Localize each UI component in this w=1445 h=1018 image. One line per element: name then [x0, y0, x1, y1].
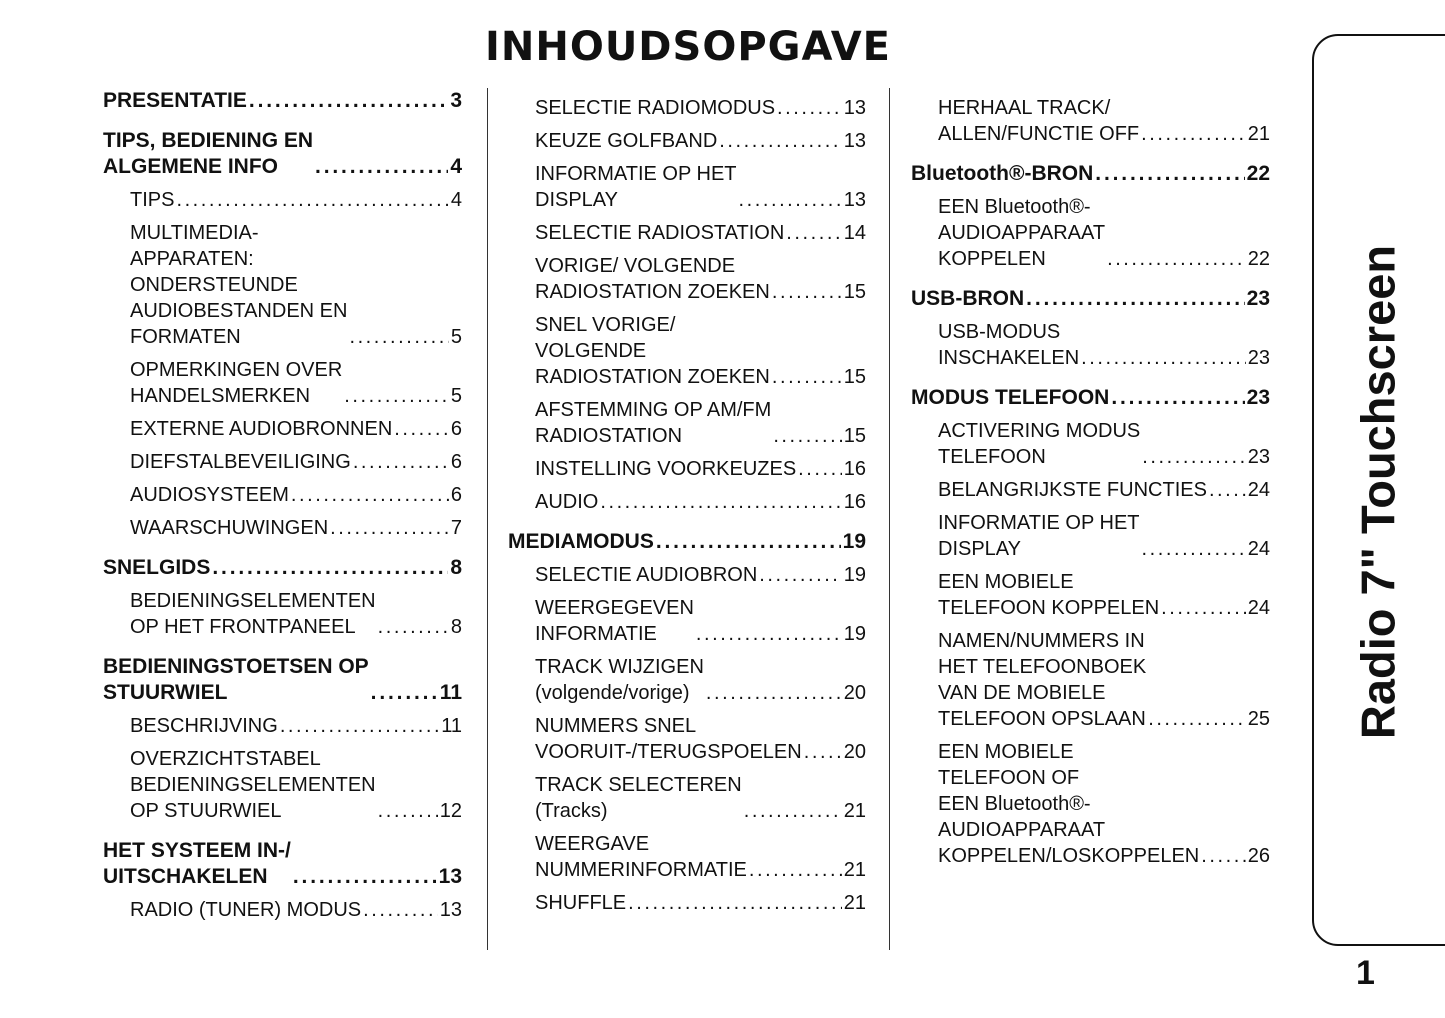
column-divider: [889, 88, 890, 950]
toc-entry-title: TIPS: [130, 189, 175, 211]
toc-entry[interactable]: [508, 831, 866, 883]
toc-entry-page: 21: [843, 859, 866, 881]
toc-entry[interactable]: [508, 713, 866, 765]
dot-leader: [773, 423, 841, 449]
dot-leader: [378, 798, 438, 824]
dot-leader: [378, 614, 449, 640]
toc-entry-title: USB-BRON: [911, 287, 1025, 310]
toc-entry-title: INFORMATIE OP HET DISPLAY: [535, 163, 737, 211]
toc-entry-title: EXTERNE AUDIOBRONNEN: [130, 418, 393, 440]
column-divider: [487, 88, 488, 950]
toc-entry-title: AFSTEMMING OP AM/FM RADIOSTATION: [535, 399, 772, 447]
dot-leader: [315, 154, 448, 180]
toc-entry[interactable]: [103, 357, 462, 409]
dot-leader: [176, 187, 448, 213]
toc-entry-title: SELECTIE AUDIOBRON: [535, 564, 758, 586]
toc-column-2: [508, 88, 866, 916]
toc-entry-page: 11: [441, 715, 462, 737]
toc-entry-title: ACTIVERING MODUS TELEFOON: [938, 420, 1141, 468]
toc-entry-title: EEN MOBIELE TELEFOON OF EEN Bluetooth®- AUDIOAPPARAAT KOPPELEN/LOSKOPPELEN: [938, 741, 1200, 867]
toc-entry[interactable]: [508, 128, 866, 154]
toc-entry[interactable]: [508, 654, 866, 706]
toc-entry-page: 13: [439, 899, 462, 921]
toc-entry-title: KEUZE GOLFBAND: [535, 130, 718, 152]
toc-entry-title: VORIGE/ VOLGENDE RADIOSTATION ZOEKEN: [535, 255, 770, 303]
toc-entry-page: 19: [842, 530, 866, 553]
toc-entry-title: NUMMERS SNEL VOORUIT-/TERUGSPOELEN: [535, 715, 802, 763]
dot-leader: [344, 383, 449, 409]
toc-entry-title: AUDIO: [535, 491, 599, 513]
dot-leader: [293, 864, 437, 890]
dot-leader: [1209, 477, 1246, 503]
toc-entry-title: EEN MOBIELE TELEFOON KOPPELEN: [938, 571, 1160, 619]
dot-leader: [212, 555, 448, 581]
toc-entry-page: 4: [450, 155, 462, 178]
toc-entry-page: 8: [450, 556, 462, 579]
toc-entry-page: 13: [843, 130, 866, 152]
toc-entry[interactable]: [103, 187, 462, 213]
toc-entry[interactable]: [508, 397, 866, 449]
dot-leader: [371, 680, 438, 706]
toc-entry[interactable]: [508, 595, 866, 647]
dot-leader: [696, 621, 842, 647]
toc-entry-page: 3: [450, 89, 462, 112]
toc-entry[interactable]: [911, 628, 1270, 732]
toc-entry-title: INFORMATIE OP HET DISPLAY: [938, 512, 1140, 560]
toc-entry[interactable]: [103, 588, 462, 640]
dot-leader: [1081, 345, 1246, 371]
dot-leader: [349, 324, 448, 350]
toc-entry-title: OVERZICHTSTABEL BEDIENINGSELEMENTEN OP STUURWIEL: [130, 748, 376, 822]
dot-leader: [1141, 121, 1246, 147]
toc-entry[interactable]: [508, 489, 866, 515]
toc-entry-page: 21: [843, 800, 866, 822]
toc-entry[interactable]: [911, 194, 1270, 272]
toc-entry[interactable]: [911, 319, 1270, 371]
toc-entry-title: SNELGIDS: [103, 556, 211, 579]
toc-entry[interactable]: [103, 746, 462, 824]
toc-entry-page: 23: [1246, 287, 1270, 310]
toc-entry[interactable]: [508, 95, 866, 121]
dot-leader: [1095, 161, 1244, 187]
toc-entry[interactable]: [508, 772, 866, 824]
toc-entry-title: TRACK SELECTEREN (Tracks): [535, 774, 742, 822]
toc-section-entry[interactable]: [103, 555, 462, 581]
toc-entry-page: 23: [1247, 347, 1270, 369]
dot-leader: [1111, 385, 1244, 411]
toc-entry-page: 22: [1247, 248, 1270, 270]
toc-entry-title: PRESENTATIE: [103, 89, 247, 112]
dot-leader: [772, 279, 842, 305]
toc-entry-title: RADIO (TUNER) MODUS: [130, 899, 362, 921]
dot-leader: [772, 364, 842, 390]
toc-section-entry[interactable]: [103, 654, 462, 706]
dot-leader: [330, 515, 449, 541]
toc-entry-title: WAARSCHUWINGEN: [130, 517, 329, 539]
toc-entry-page: 16: [843, 458, 866, 480]
toc-entry-title: DIEFSTALBEVEILIGING: [130, 451, 351, 473]
dot-leader: [628, 890, 842, 916]
dot-leader: [706, 680, 842, 706]
toc-entry-title: BEDIENINGSTOETSEN OP STUURWIEL: [103, 655, 369, 704]
toc-entry-page: 8: [450, 616, 462, 638]
toc-entry-title: SHUFFLE: [535, 892, 627, 914]
toc-entry-page: 21: [843, 892, 866, 914]
toc-entry-page: 24: [1247, 479, 1270, 501]
toc-entry-title: HET SYSTEEM IN-/ UITSCHAKELEN: [103, 839, 291, 888]
toc-entry-page: 5: [450, 385, 462, 407]
toc-section-entry[interactable]: [911, 161, 1270, 187]
toc-entry[interactable]: [103, 713, 462, 739]
toc-entry-page: 22: [1246, 162, 1270, 185]
page-number: 1: [1356, 954, 1375, 992]
dot-leader: [744, 798, 842, 824]
toc-entry[interactable]: [911, 739, 1270, 869]
toc-entry-title: OPMERKINGEN OVER HANDELSMERKEN: [130, 359, 343, 407]
toc-column-1: [103, 88, 462, 923]
dot-leader: [777, 95, 842, 121]
toc-entry[interactable]: [103, 220, 462, 350]
dot-leader: [719, 128, 841, 154]
toc-entry-page: 13: [438, 865, 462, 888]
toc-entry[interactable]: [911, 569, 1270, 621]
toc-entry-title: TIPS, BEDIENING EN ALGEMENE INFO: [103, 129, 314, 178]
dot-leader: [656, 529, 841, 555]
toc-entry-title: USB-MODUS INSCHAKELEN: [938, 321, 1080, 369]
toc-entry[interactable]: [103, 897, 462, 923]
dot-leader: [1107, 246, 1246, 272]
dot-leader: [1142, 536, 1246, 562]
toc-section-entry[interactable]: [911, 385, 1270, 411]
dot-leader: [804, 739, 842, 765]
dot-leader: [1161, 595, 1246, 621]
toc-entry[interactable]: [508, 890, 866, 916]
dot-leader: [786, 220, 841, 246]
toc-entry[interactable]: [508, 220, 866, 246]
dot-leader: [394, 416, 449, 442]
dot-leader: [1142, 444, 1246, 470]
page-title: INHOUDSOPGAVE: [484, 24, 891, 70]
toc-entry-title: NAMEN/NUMMERS IN HET TELEFOONBOEK VAN DE MOBIELE TELEFOON OPSLAAN: [938, 630, 1147, 730]
toc-entry-title: WEERGEGEVEN INFORMATIE: [535, 597, 694, 645]
toc-entry[interactable]: [911, 477, 1270, 503]
toc-entry-title: TRACK WIJZIGEN (volgende/vorige): [535, 656, 704, 704]
dot-leader: [291, 482, 449, 508]
toc-entry-page: 25: [1247, 708, 1270, 730]
dot-leader: [798, 456, 842, 482]
dot-leader: [600, 489, 841, 515]
dot-leader: [1026, 286, 1244, 312]
toc-entry-title: WEERGAVE NUMMERINFORMATIE: [535, 833, 747, 881]
toc-entry[interactable]: [508, 253, 866, 305]
dot-leader: [739, 187, 842, 213]
toc-section-entry[interactable]: [508, 529, 866, 555]
toc-entry[interactable]: [911, 418, 1270, 470]
dot-leader: [363, 897, 438, 923]
toc-entry-page: 13: [843, 189, 866, 211]
toc-entry[interactable]: [911, 95, 1270, 147]
toc-section-entry[interactable]: [103, 838, 462, 890]
toc-entry[interactable]: [508, 562, 866, 588]
toc-entry-page: 24: [1247, 597, 1270, 619]
toc-entry-title: INSTELLING VOORKEUZES: [535, 458, 797, 480]
toc-entry-page: 14: [843, 222, 866, 244]
toc-entry-page: 16: [843, 491, 866, 513]
toc-entry-page: 12: [439, 800, 462, 822]
dot-leader: [249, 88, 448, 114]
toc-entry-page: 21: [1247, 123, 1270, 145]
toc-entry[interactable]: [103, 515, 462, 541]
toc-entry[interactable]: [103, 416, 462, 442]
toc-entry[interactable]: [911, 510, 1270, 562]
dot-leader: [1148, 706, 1246, 732]
toc-entry-title: AUDIOSYSTEEM: [130, 484, 289, 506]
toc-entry-title: BEDIENINGSELEMENTEN OP HET FRONTPANEEL: [130, 590, 376, 638]
toc-entry[interactable]: [508, 312, 866, 390]
toc-entry-title: Bluetooth®-BRON: [911, 162, 1094, 185]
dot-leader: [280, 713, 439, 739]
toc-section-entry[interactable]: [911, 286, 1270, 312]
toc-entry-title: MODUS TELEFOON: [911, 386, 1110, 409]
toc-entry-title: MULTIMEDIA- APPARATEN: ONDERSTEUNDE AUDIOBESTANDEN EN FORMATEN: [130, 222, 348, 348]
toc-entry-page: 23: [1247, 446, 1270, 468]
toc-entry[interactable]: [508, 161, 866, 213]
toc-entry-title: BESCHRIJVING: [130, 715, 278, 737]
toc-entry-page: 4: [450, 189, 462, 211]
toc-entry-page: 20: [843, 682, 866, 704]
toc-entry-title: HERHAAL TRACK/ ALLEN/FUNCTIE OFF: [938, 97, 1140, 145]
toc-entry-page: 20: [843, 741, 866, 763]
toc-entry-page: 15: [843, 366, 866, 388]
toc-entry-page: 11: [439, 681, 462, 704]
toc-entry-page: 7: [450, 517, 462, 539]
toc-entry-page: 15: [843, 281, 866, 303]
toc-entry-page: 23: [1246, 386, 1270, 409]
dot-leader: [1201, 843, 1246, 869]
toc-entry-page: 15: [843, 425, 866, 447]
toc-entry-title: SNEL VORIGE/ VOLGENDE RADIOSTATION ZOEKEN: [535, 314, 770, 388]
toc-entry-title: MEDIAMODUS: [508, 530, 654, 553]
toc-entry-page: 5: [450, 326, 462, 348]
dot-leader: [749, 857, 842, 883]
toc-entry-title: SELECTIE RADIOSTATION: [535, 222, 785, 244]
toc-entry-page: 6: [450, 451, 462, 473]
toc-entry-title: SELECTIE RADIOMODUS: [535, 97, 776, 119]
dot-leader: [353, 449, 449, 475]
toc-entry-title: EEN Bluetooth®- AUDIOAPPARAAT KOPPELEN: [938, 196, 1106, 270]
toc-entry-page: 6: [450, 418, 462, 440]
toc-entry-page: 13: [843, 97, 866, 119]
toc-entry-page: 24: [1247, 538, 1270, 560]
toc-entry-page: 19: [843, 564, 866, 586]
toc-section-entry[interactable]: [103, 88, 462, 114]
toc-entry[interactable]: [508, 456, 866, 482]
toc-column-3: [911, 88, 1270, 869]
toc-entry-page: 19: [843, 623, 866, 645]
toc-entry[interactable]: [103, 482, 462, 508]
toc-entry-page: 6: [450, 484, 462, 506]
dot-leader: [759, 562, 841, 588]
chapter-tab-label: Radio 7" Touchscreen: [1351, 244, 1405, 740]
toc-entry[interactable]: [103, 449, 462, 475]
toc-section-entry[interactable]: [103, 128, 462, 180]
toc-entry-title: BELANGRIJKSTE FUNCTIES: [938, 479, 1207, 501]
toc-entry-page: 26: [1247, 845, 1270, 867]
